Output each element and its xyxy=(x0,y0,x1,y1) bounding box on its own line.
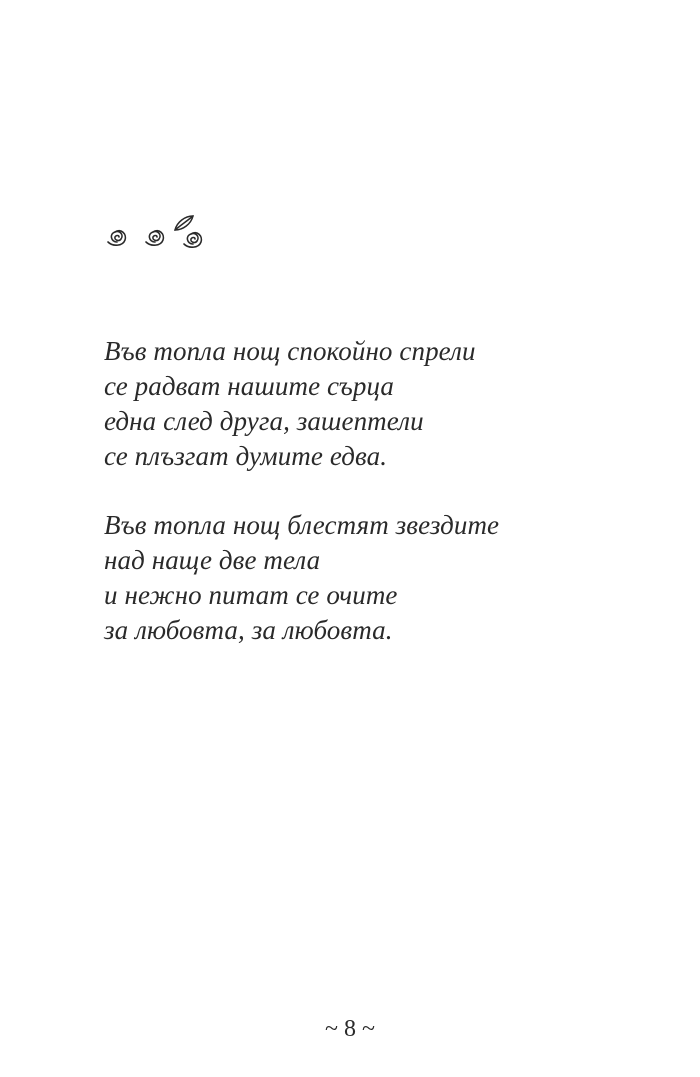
poem xyxy=(104,334,624,682)
stanza xyxy=(104,508,624,648)
poem-line: една след друга, зашептели xyxy=(104,406,424,436)
poem-line: се радват нашите сърца xyxy=(104,371,394,401)
poem-line: за любовта, за любовта. xyxy=(104,615,393,645)
poem-line: Във топла нощ блестят звездите xyxy=(104,510,500,540)
swirl-icon xyxy=(108,231,125,245)
swirl-icon xyxy=(184,233,201,247)
poem-line: Във топла нощ спокойно спрели xyxy=(104,336,476,366)
stanza xyxy=(104,334,624,474)
swirl-icon xyxy=(146,231,163,245)
leaf-icon xyxy=(175,216,193,230)
poem-line: се плъзгат думите едва. xyxy=(104,441,388,471)
poem-line: и нежно питат се очите xyxy=(104,580,398,610)
poem-line: над наще две тела xyxy=(104,545,321,575)
page-number: ~ 8 ~ xyxy=(325,1016,375,1042)
rose-swirls-ornament-icon xyxy=(103,212,213,260)
